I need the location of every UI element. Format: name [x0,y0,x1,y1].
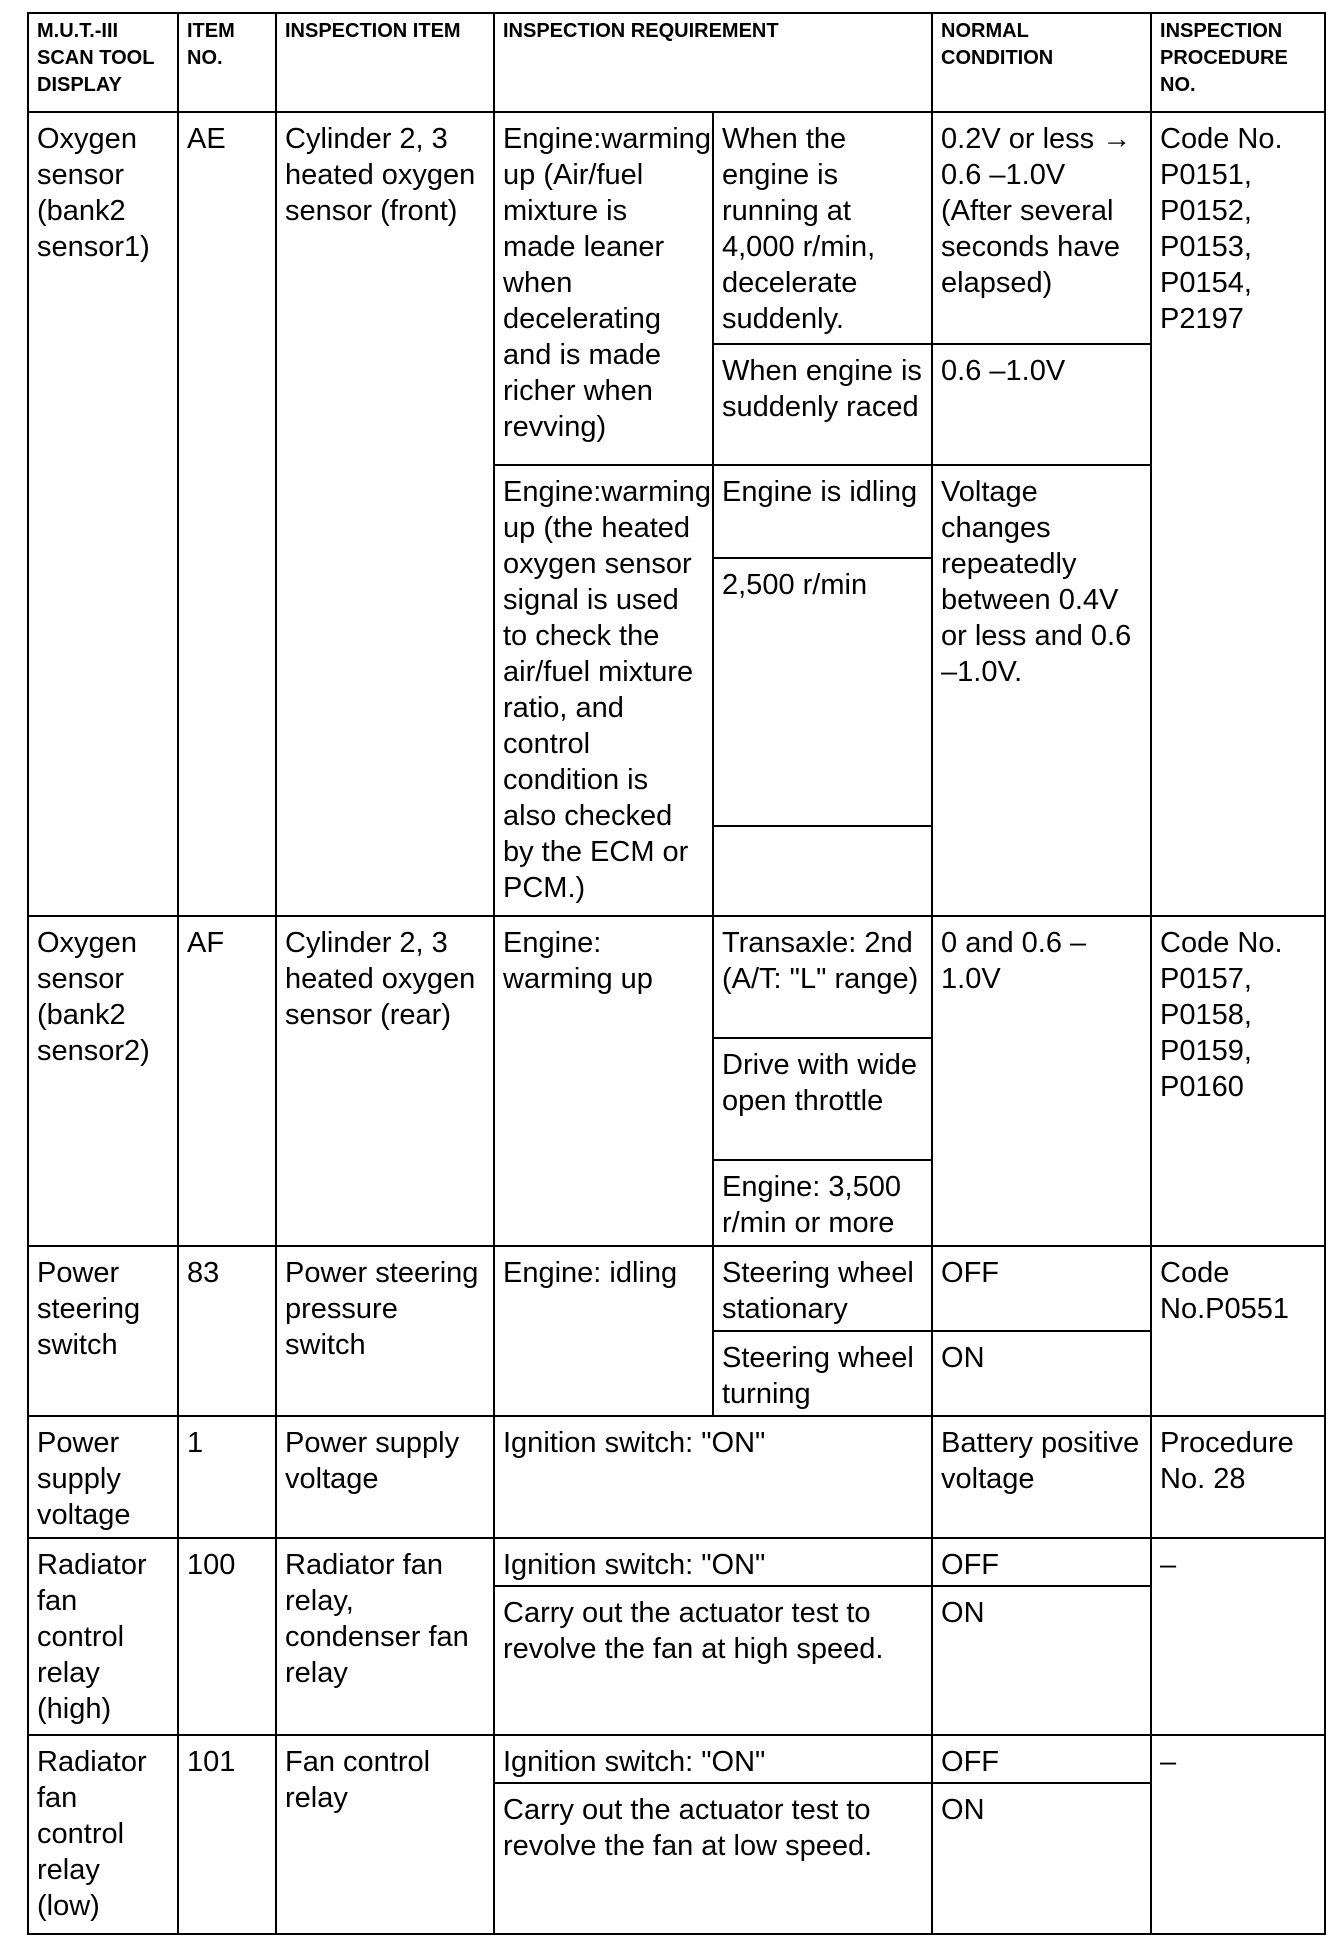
cell-item: Radiator fan relay, condenser fan relay [276,1538,494,1735]
cell-requirement: Carry out the actuator test to revolve the fan at low speed. [494,1783,932,1934]
cell-item-no: 83 [178,1246,276,1416]
header-requirement: INSPECTION REQUIREMENT [494,13,932,112]
cell-item: Cylinder 2, 3 heated oxygen sensor (front) [276,112,494,916]
cell-normal: OFF [932,1538,1151,1586]
cell-normal: OFF [932,1735,1151,1783]
cell-display: Radiator fan control relay (low) [28,1735,178,1934]
cell-normal: ON [932,1586,1151,1735]
cell-procedure: – [1151,1735,1325,1934]
cell-requirement: Engine:warming up (the heated oxygen sensor signal is used to check the air/fuel mixture ratio, and control condition is also checked by the ECM or PCM.) [494,465,713,915]
cell-normal: Battery positive voltage [932,1416,1151,1538]
cell-procedure: Code No. P0151, P0152, P0153, P0154, P2197 [1151,112,1325,916]
cell-item: Fan control relay [276,1735,494,1934]
inspection-table [27,12,1326,1935]
cell-display: Radiator fan control relay (high) [28,1538,178,1735]
table-row [28,112,1325,344]
header-item-no: ITEM NO. [178,13,276,112]
table-row [28,1538,1325,1586]
cell-display: Oxygen sensor (bank2 sensor2) [28,916,178,1246]
cell-normal: 0.2V or less → 0.6 –1.0V (After several seconds have elapsed) [932,112,1151,344]
cell-display: Power steering switch [28,1246,178,1416]
cell-requirement: Ignition switch: "ON" [494,1538,932,1586]
cell-sub-requirement: Drive with wide open throttle [713,1038,932,1160]
cell-item-no: 1 [178,1416,276,1538]
cell-item-no: AF [178,916,276,1246]
cell-requirement: Ignition switch: "ON" [494,1735,932,1783]
table-row [28,916,1325,1038]
header-normal: NORMAL CONDITION [932,13,1151,112]
cell-sub-requirement: Engine is idling [713,465,932,558]
cell-sub-requirement: Transaxle: 2nd (A/T: "L" range) [713,916,932,1038]
cell-normal: 0.6 –1.0V [932,344,1151,465]
cell-item-no: AE [178,112,276,916]
cell-requirement: Engine:warming up (Air/fuel mixture is made leaner when decelerating and is made richer when revving) [494,112,713,466]
cell-display: Power supply voltage [28,1416,178,1538]
cell-sub-requirement: 2,500 r/min [713,558,932,826]
cell-normal: ON [932,1783,1151,1934]
table-row [28,1735,1325,1783]
header-row [28,13,1325,112]
header-procedure: INSPECTION PROCEDURE NO. [1151,13,1325,112]
cell-sub-requirement: When the engine is running at 4,000 r/min, decelerate suddenly. [713,112,932,344]
cell-normal: Voltage changes repeatedly between 0.4V or less and 0.6 –1.0V. [932,465,1151,915]
cell-sub-requirement: Engine: 3,500 r/min or more [713,1160,932,1246]
table-row [28,1246,1325,1331]
cell-item: Power supply voltage [276,1416,494,1538]
cell-item-no: 100 [178,1538,276,1735]
cell-sub-requirement: Steering wheel stationary [713,1246,932,1331]
cell-requirement: Engine: idling [494,1246,713,1416]
header-item: INSPECTION ITEM [276,13,494,112]
table-row [28,1416,1325,1538]
cell-procedure: – [1151,1538,1325,1735]
cell-item: Cylinder 2, 3 heated oxygen sensor (rear) [276,916,494,1246]
cell-item-no: 101 [178,1735,276,1934]
cell-requirement: Ignition switch: "ON" [494,1416,932,1538]
cell-procedure: Code No.P0551 [1151,1246,1325,1416]
cell-sub-requirement: Steering wheel turning [713,1331,932,1417]
cell-requirement: Engine: warming up [494,916,713,1246]
cell-normal: 0 and 0.6 – 1.0V [932,916,1151,1246]
cell-normal: ON [932,1331,1151,1417]
cell-display: Oxygen sensor (bank2 sensor1) [28,112,178,916]
cell-sub-requirement: When engine is suddenly raced [713,344,932,465]
cell-procedure: Code No. P0157, P0158, P0159, P0160 [1151,916,1325,1246]
header-display: M.U.T.-III SCAN TOOL DISPLAY [28,13,178,112]
cell-requirement: Carry out the actuator test to revolve the fan at high speed. [494,1586,932,1735]
cell-procedure: Procedure No. 28 [1151,1416,1325,1538]
cell-normal: OFF [932,1246,1151,1331]
cell-item: Power steering pressure switch [276,1246,494,1416]
